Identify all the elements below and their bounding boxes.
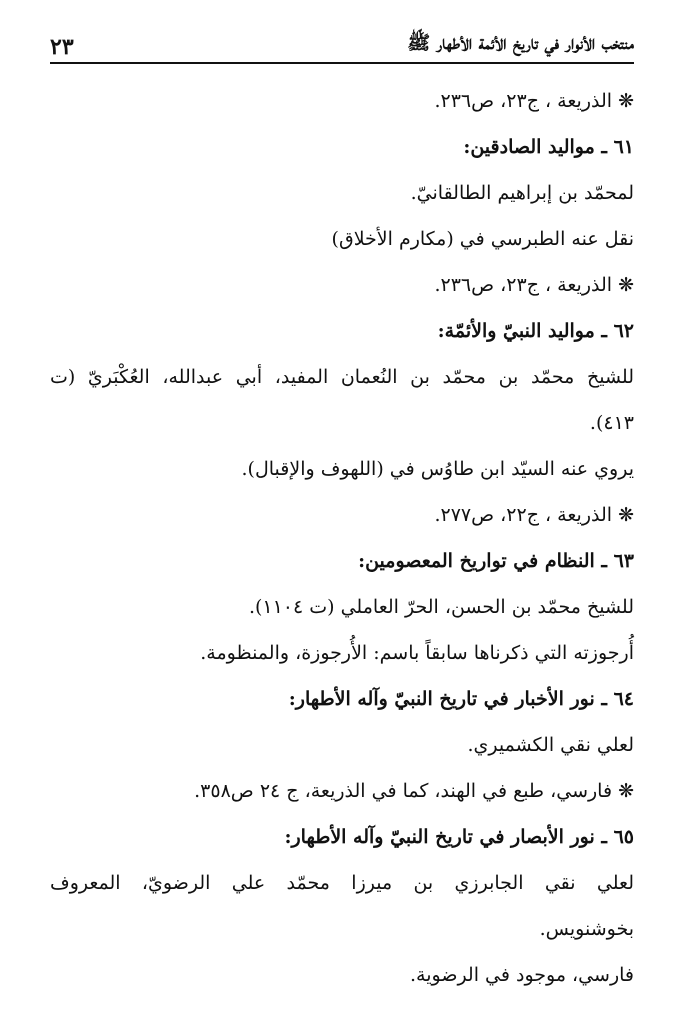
page-number: ٢٣: [50, 34, 74, 60]
text-line: يروي عنه السيّد ابن طاوُس في (اللهوف والإقبال).: [241, 458, 634, 480]
text-line: ❋ الذريعة ، ج٢٣، ص٢٣٦.: [434, 274, 634, 296]
entry-heading: ٦٣ ـ النظام في تواريخ المعصومين:: [358, 550, 634, 572]
text-line: فارسي، موجود في الرضوية.: [409, 964, 634, 986]
text-line: للشيخ محمّد بن محمّد بن النُعمان المفيد، أبي عبدالله، العُكْبَريّ (ت: [50, 366, 634, 388]
entry-heading: ٦٤ ـ نور الأخبار في تاريخ النبيّ وآله الأطهار:: [288, 688, 634, 710]
text-line: بخوشنويس.: [539, 918, 634, 940]
page-header: [50, 30, 634, 64]
page-body: [50, 78, 634, 998]
text-line: أُرجوزته التي ذكرناها سابقاً باسم: الأُرجوزة، والمنظومة.: [200, 642, 634, 664]
entry-heading: ٦٢ ـ مواليد النبيّ والأئمّة:: [437, 320, 634, 342]
text-line: ❋ فارسي، طبع في الهند، كما في الذريعة، ج ٢٤ ص٣٥٨.: [194, 780, 634, 802]
entry-heading: ٦١ ـ مواليد الصادقين:: [463, 136, 634, 158]
text-line: للشيخ محمّد بن الحسن، الحرّ العاملي (ت ١١٠٤).: [248, 596, 634, 618]
running-title: منتخب الأنوار في تاريخ الأئمة الأطهار ﷺ: [407, 32, 634, 54]
text-line: لعلي نقي الجابرزي بن ميرزا محمّد علي الرضويّ، المعروف: [50, 872, 634, 894]
text-line: ٤١٣).: [589, 412, 634, 434]
text-line: ❋ الذريعة ، ج٢٣، ص٢٣٦.: [434, 90, 634, 112]
text-line: لعلي نقي الكشميري.: [467, 734, 634, 756]
text-line: ❋ الذريعة ، ج٢٢، ص٢٧٧.: [434, 504, 634, 526]
text-line: نقل عنه الطبرسي في (مكارم الأخلاق): [331, 228, 634, 250]
text-line: لمحمّد بن إبراهيم الطالقانيّ.: [410, 182, 634, 204]
entry-heading: ٦٥ ـ نور الأبصار في تاريخ النبيّ وآله الأطهار:: [284, 826, 634, 848]
